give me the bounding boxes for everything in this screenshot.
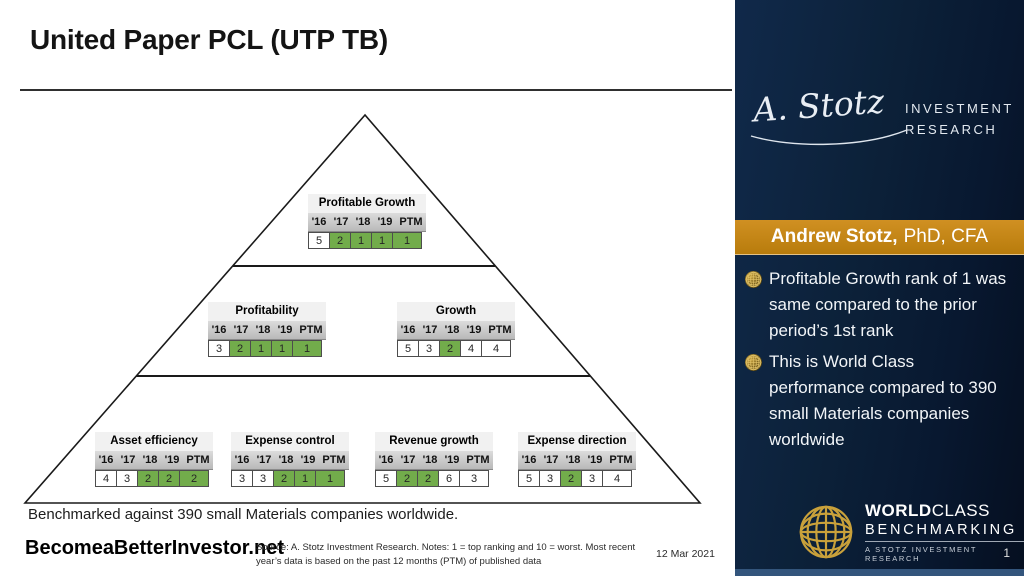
benchmark-table-years [208,321,326,340]
astotz-logo-words [905,99,1014,141]
year-label: '16 [234,454,250,466]
rank-cell: 1 [250,340,272,357]
rank-cell: 3 [116,470,138,487]
source-line-1: Source: A. Stotz Investment Research. Notes: 1 = top ranking and 10 = worst. Most recent [256,542,636,553]
benchmark-table-title: Profitability [208,302,326,321]
rank-cell: 1 [294,470,316,487]
rank-cell: 2 [396,470,418,487]
globe-bullet-icon [745,271,762,288]
rank-cell: 3 [231,470,253,487]
rank-cell: 2 [137,470,159,487]
rank-cell: 2 [329,232,351,249]
logo-word-research: RESEARCH [905,121,998,137]
rank-cell: 5 [518,470,540,487]
year-label: '19 [277,324,293,336]
benchmark-table-years [231,451,349,470]
rank-cell: 1 [271,340,293,357]
rank-cell: 4 [481,340,511,357]
year-label: '17 [543,454,559,466]
year-label: '19 [444,454,460,466]
source-line-2: year’s data is based on the past 12 months (PTM) of published data [256,556,542,568]
year-label: '19 [300,454,316,466]
rank-cell: 3 [208,340,230,357]
year-label: '17 [422,324,438,336]
rank-cell: 3 [459,470,489,487]
benchmark-table-years [375,451,493,470]
logo-flourish-swash [747,128,912,146]
insight-bullets [745,266,1013,459]
year-label: PTM [466,454,490,466]
rank-cell: 5 [308,232,330,249]
rank-cell: 4 [95,470,117,487]
rank-cell: 3 [539,470,561,487]
year-label: '19 [587,454,603,466]
year-label: '17 [333,216,349,228]
rank-cell: 2 [179,470,209,487]
year-label: PTM [399,216,423,228]
rank-cell: 2 [158,470,180,487]
year-label: '18 [422,454,438,466]
bottom-strip [735,569,1024,576]
analyst-banner [735,220,1024,255]
benchmark-table-years [518,451,636,470]
year-label: '19 [466,324,482,336]
year-label: PTM [322,454,346,466]
benchmark-table-values [208,340,326,357]
year-label: '17 [120,454,136,466]
benchmark-table-title: Revenue growth [375,432,493,451]
wcb-tagline: A STOTZ INVESTMENT RESEARCH [865,541,1024,563]
globe-icon [797,503,855,561]
rank-cell: 2 [439,340,461,357]
benchmark-table-values [518,470,636,487]
bullet-text: This is World Class performance compared to 390 small Materials companies worldwide [769,352,997,449]
year-label: '18 [565,454,581,466]
rank-cell: 1 [315,470,345,487]
astotz-logo-script: A. Stotz [751,81,886,130]
source-note [256,541,656,570]
analyst-name: Andrew Stotz, [770,226,898,247]
bullet-item [745,266,1013,343]
rank-cell: 5 [375,470,397,487]
website-link[interactable]: BecomeaBetterInvestor.net [25,537,284,559]
rank-cell: 2 [417,470,439,487]
rank-cell: 4 [602,470,632,487]
year-label: '16 [400,324,416,336]
year-label: '17 [400,454,416,466]
page-number: 1 [1003,546,1010,560]
table-growth [397,302,515,357]
wcb-worldclass: WORLDCLASS [865,501,990,520]
benchmark-table-years [95,451,213,470]
year-label: '17 [233,324,249,336]
benchmark-table-values [308,232,426,249]
benchmark-table-title: Growth [397,302,515,321]
rank-cell: 1 [392,232,422,249]
year-label: '16 [98,454,114,466]
date-label: 12 Mar 2021 [656,548,715,560]
rank-cell: 1 [371,232,393,249]
year-label: '16 [521,454,537,466]
benchmark-table-title: Profitable Growth [308,194,426,213]
benchmark-table-title: Expense control [231,432,349,451]
table-profitability [208,302,326,357]
analyst-credentials: PhD, CFA [903,226,989,247]
benchmark-table-values [95,470,213,487]
year-label: '19 [164,454,180,466]
sidebar [735,0,1024,576]
bullet-item [745,349,1013,452]
year-label: '18 [142,454,158,466]
rank-cell: 1 [292,340,322,357]
benchmark-table-values [397,340,515,357]
rank-cell: 2 [229,340,251,357]
year-label: '18 [255,324,271,336]
benchmark-table-title: Asset efficiency [95,432,213,451]
table-revenue-growth [375,432,493,487]
benchmark-table-title: Expense direction [518,432,636,451]
wcb-logo [797,501,1024,563]
table-asset-efficiency [95,432,213,487]
logo-word-investment: INVESTMENT [905,101,1014,116]
wcb-benchmarking: BENCHMARKING [865,522,1018,538]
rank-cell: 3 [581,470,603,487]
year-label: '16 [211,324,227,336]
year-label: PTM [488,324,512,336]
rank-cell: 1 [350,232,372,249]
wcb-logo-text [865,501,1024,563]
page-title: United Paper PCL (UTP TB) [30,24,389,55]
year-label: '16 [311,216,327,228]
benchmark-note: Benchmarked against 390 small Materials companies worldwide. [28,506,459,523]
table-expense-control [231,432,349,487]
table-expense-direction [518,432,636,487]
year-label: '16 [378,454,394,466]
year-label: '18 [278,454,294,466]
year-label: PTM [609,454,633,466]
rank-cell: 2 [273,470,295,487]
rank-cell: 2 [560,470,582,487]
year-label: PTM [299,324,323,336]
benchmark-table-years [308,213,426,232]
benchmark-table-values [375,470,493,487]
year-label: '18 [355,216,371,228]
rank-cell: 6 [438,470,460,487]
year-label: '19 [377,216,393,228]
rank-cell: 3 [252,470,274,487]
benchmark-table-years [397,321,515,340]
year-label: '17 [256,454,272,466]
year-label: PTM [186,454,210,466]
table-profitable-growth [308,194,426,249]
benchmark-table-values [231,470,349,487]
rank-cell: 4 [460,340,482,357]
year-label: '18 [444,324,460,336]
bullet-text: Profitable Growth rank of 1 was same compared to the prior period’s 1st rank [769,269,1007,340]
globe-bullet-icon [745,354,762,371]
rank-cell: 5 [397,340,419,357]
rank-cell: 3 [418,340,440,357]
